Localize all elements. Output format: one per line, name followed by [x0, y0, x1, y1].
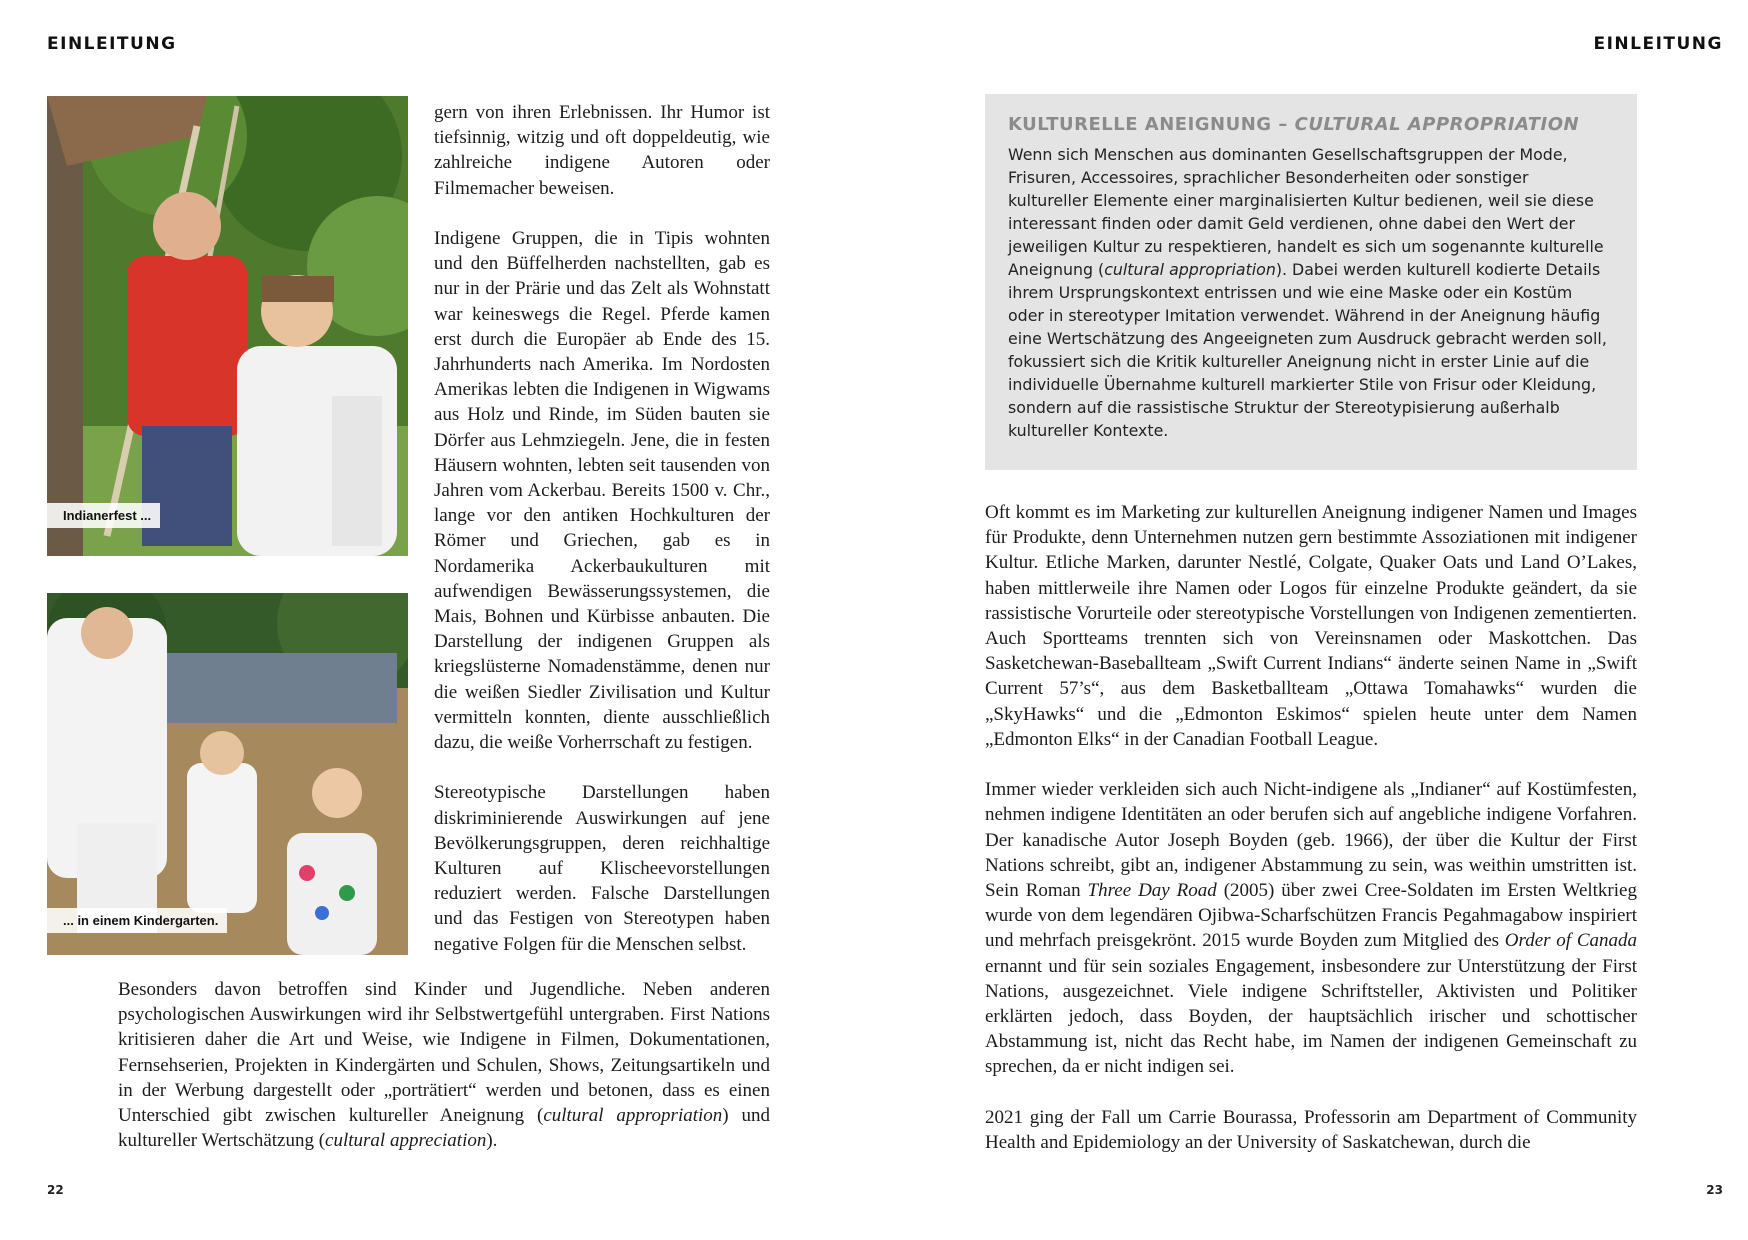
page-number-right: 23 — [1706, 1183, 1723, 1197]
paragraph: 2021 ging der Fall um Carrie Bourassa, Professorin am Department of Community Health and Epidemiology an der University of Saskatchewan, durch die — [985, 1106, 1637, 1154]
paragraph: Besonders davon betroffen sind Kinder und Jugendliche. Neben anderen psychologischen Auswirkungen wird ihr Selbstwertgefühl untergraben. First Nations kritisieren daher die Art und Weise, wie Indigene in Filmen, Dokumentationen, Fernsehserien, Projekten in Kindergärten und Schulen, Shows, Zeitungsartikeln und in der Werbung dargestellt oder „porträtiert“ werden und betonen, dass es einen Unterschied gibt zwischen kultureller Aneignung (cultural appropriation) und kultureller Wertschätzung (cultural appreciation). — [118, 979, 770, 1152]
paragraph: Oft kommt es im Marketing zur kulturellen Aneignung indigener Namen und Images für Produkte, denn Unternehmen nutzen gern bestimmte Assoziationen mit indigener Kultur. Etliche Marken, darunter Nestlé, Colgate, Quaker Oats und Land O’Lakes, haben mittlerweile ihre Namen oder Logos für einzelne Produkte geändert, da sie rassistische Vorurteile oder stereotypische Vorstellungen von Indigenen zementierten. Auch Sportteams trennten sich von Vereinsnamen oder Maskottchen. Das Sasketchewan-Baseballteam „Swift Current Indians“ änderte seinen Name in „Swift Current 57’s“, aus dem Basketballteam „Ottawa Tomahawks“ wurden die „SkyHawks“ und die „Edmonton Eskimos“ spielen heute unter dem Namen „Edmonton Elks“ in der Canadian Football League. — [985, 502, 1637, 750]
paragraph: gern von ihren Erlebnissen. Ihr Humor ist tiefsinnig, witzig und oft doppeldeutig, wie zahlreiche indigene Autoren oder Filmemacher beweisen. — [434, 102, 770, 199]
running-header-left: EINLEITUNG — [47, 34, 177, 54]
info-box-cultural-appropriation — [985, 94, 1637, 470]
paragraph: Stereotypische Darstellungen haben diskriminierende Auswirkungen auf jene Bevölkerungsgruppen, deren reichhaltige Kulturen auf Klischeevorstellungen reduziert werden. Falsche Darstellungen und das Festigen von Stereotypen haben negative Folgen für die Menschen selbst. — [434, 782, 770, 955]
info-box-title: KULTURELLE ANEIGNUNG – CULTURAL APPROPRIATION — [1008, 114, 1580, 135]
paragraph: Immer wieder verkleiden sich auch Nicht-indigene als „Indianer“ auf Kostümfesten, nehmen indigene Identitäten an oder berufen sich auf angebliche indigene Vorfahren. Der kanadische Autor Joseph Boyden (geb. 1966), der über die Kultur der First Nations schreibt, gibt an, indigener Abstammung zu sein, was weithin umstritten ist. Sein Roman Three Day Road (2005) über zwei Cree-Soldaten im Ersten Weltkrieg wurde von dem legendären Ojibwa-Scharfschützen Francis Pegahmagabow inspiriert und mehrfach preisgekrönt. 2015 wurde Boyden zum Mitglied des Order of Canada ernannt und für sein soziales Engagement, insbesondere zur Unterstützung der First Nations, ausgezeichnet. Viele indigene Schriftsteller, Aktivisten und Politiker erklärten jedoch, dass Boyden, der hauptsächlich irischer und schottischer Abstammung ist, nicht das Recht habe, im Namen der indigenen Gemeinschaft zu sprechen, da er nicht indigen sei. — [985, 779, 1637, 1078]
paragraph: Indigene Gruppen, die in Tipis wohnten und den Büffelherden nachstellten, gab es nur in der Prärie und das Zelt als Wohnstatt war keineswegs die Regel. Pferde kamen erst durch die Europäer ab Ende des 15. Jahrhunderts nach Amerika. Im Nordosten Amerikas lebten die Indigenen in Wigwams aus Holz und Rinde, im Süden bauten sie Dörfer aus Lehmziegeln. Jene, die in festen Häusern wohnten, lebten seit tausenden von Jahren vom Ackerbau. Bereits 1500 v. Chr., lange vor den antiken Hochkulturen der Römer und Griechen, gab es in Nordamerika Ackerbaukulturen mit aufwendigen Bewässerungssystemen, die Mais, Bohnen und Kürbisse anbauten. Die Darstellung der indigenen Gruppen als kriegslüsterne Nomadenstämme, denen nur die weißen Siedler Zivilisation und Kultur vermitteln konnten, diente ausschließlich dazu, die weiße Vorherrschaft zu festigen. — [434, 228, 770, 754]
text-wide-left — [118, 977, 770, 1153]
text-column-right — [985, 500, 1637, 1155]
page-number-left: 22 — [47, 1183, 64, 1197]
photo-caption-1: Indianerfest ... — [47, 503, 160, 528]
text-column-left — [434, 100, 770, 957]
photo-kindergarten — [47, 593, 408, 955]
photo-indianerfest — [47, 96, 408, 556]
photo-caption-2: ... in einem Kindergarten. — [47, 908, 227, 933]
running-header-right: EINLEITUNG — [1593, 34, 1723, 54]
info-box-text: Wenn sich Menschen aus dominanten Gesellschaftsgruppen der Mode, Frisuren, Accessoires, sprachlicher Besonderheiten oder sonstiger kultureller Elemente einer marginalisierten Kultur bedienen, weil sie diese interessant finden oder damit Geld verdienen, ohne dabei den Wert der jeweiligen Kultur zu respektieren, handelt es sich um sogenannte kulturelle Aneignung (cultural appropriation). Dabei werden kulturell kodierte Details ihrem Ursprungskontext entrissen und wie eine Maske oder ein Kostüm oder in stereotyper Imitation verwendet. Während in der Aneignung häufig eine Wertschätzung des Angeeigneten zum Ausdruck gebracht werden soll, fokussiert sich die Kritik kultureller Aneignung nicht in erster Linie auf die individuelle Übernahme kulturell markierter Stile von Frisur oder Kleidung, sondern auf die rassistische Struktur der Stereotypisierung außerhalb kultureller Kontexte. — [1008, 145, 1607, 440]
